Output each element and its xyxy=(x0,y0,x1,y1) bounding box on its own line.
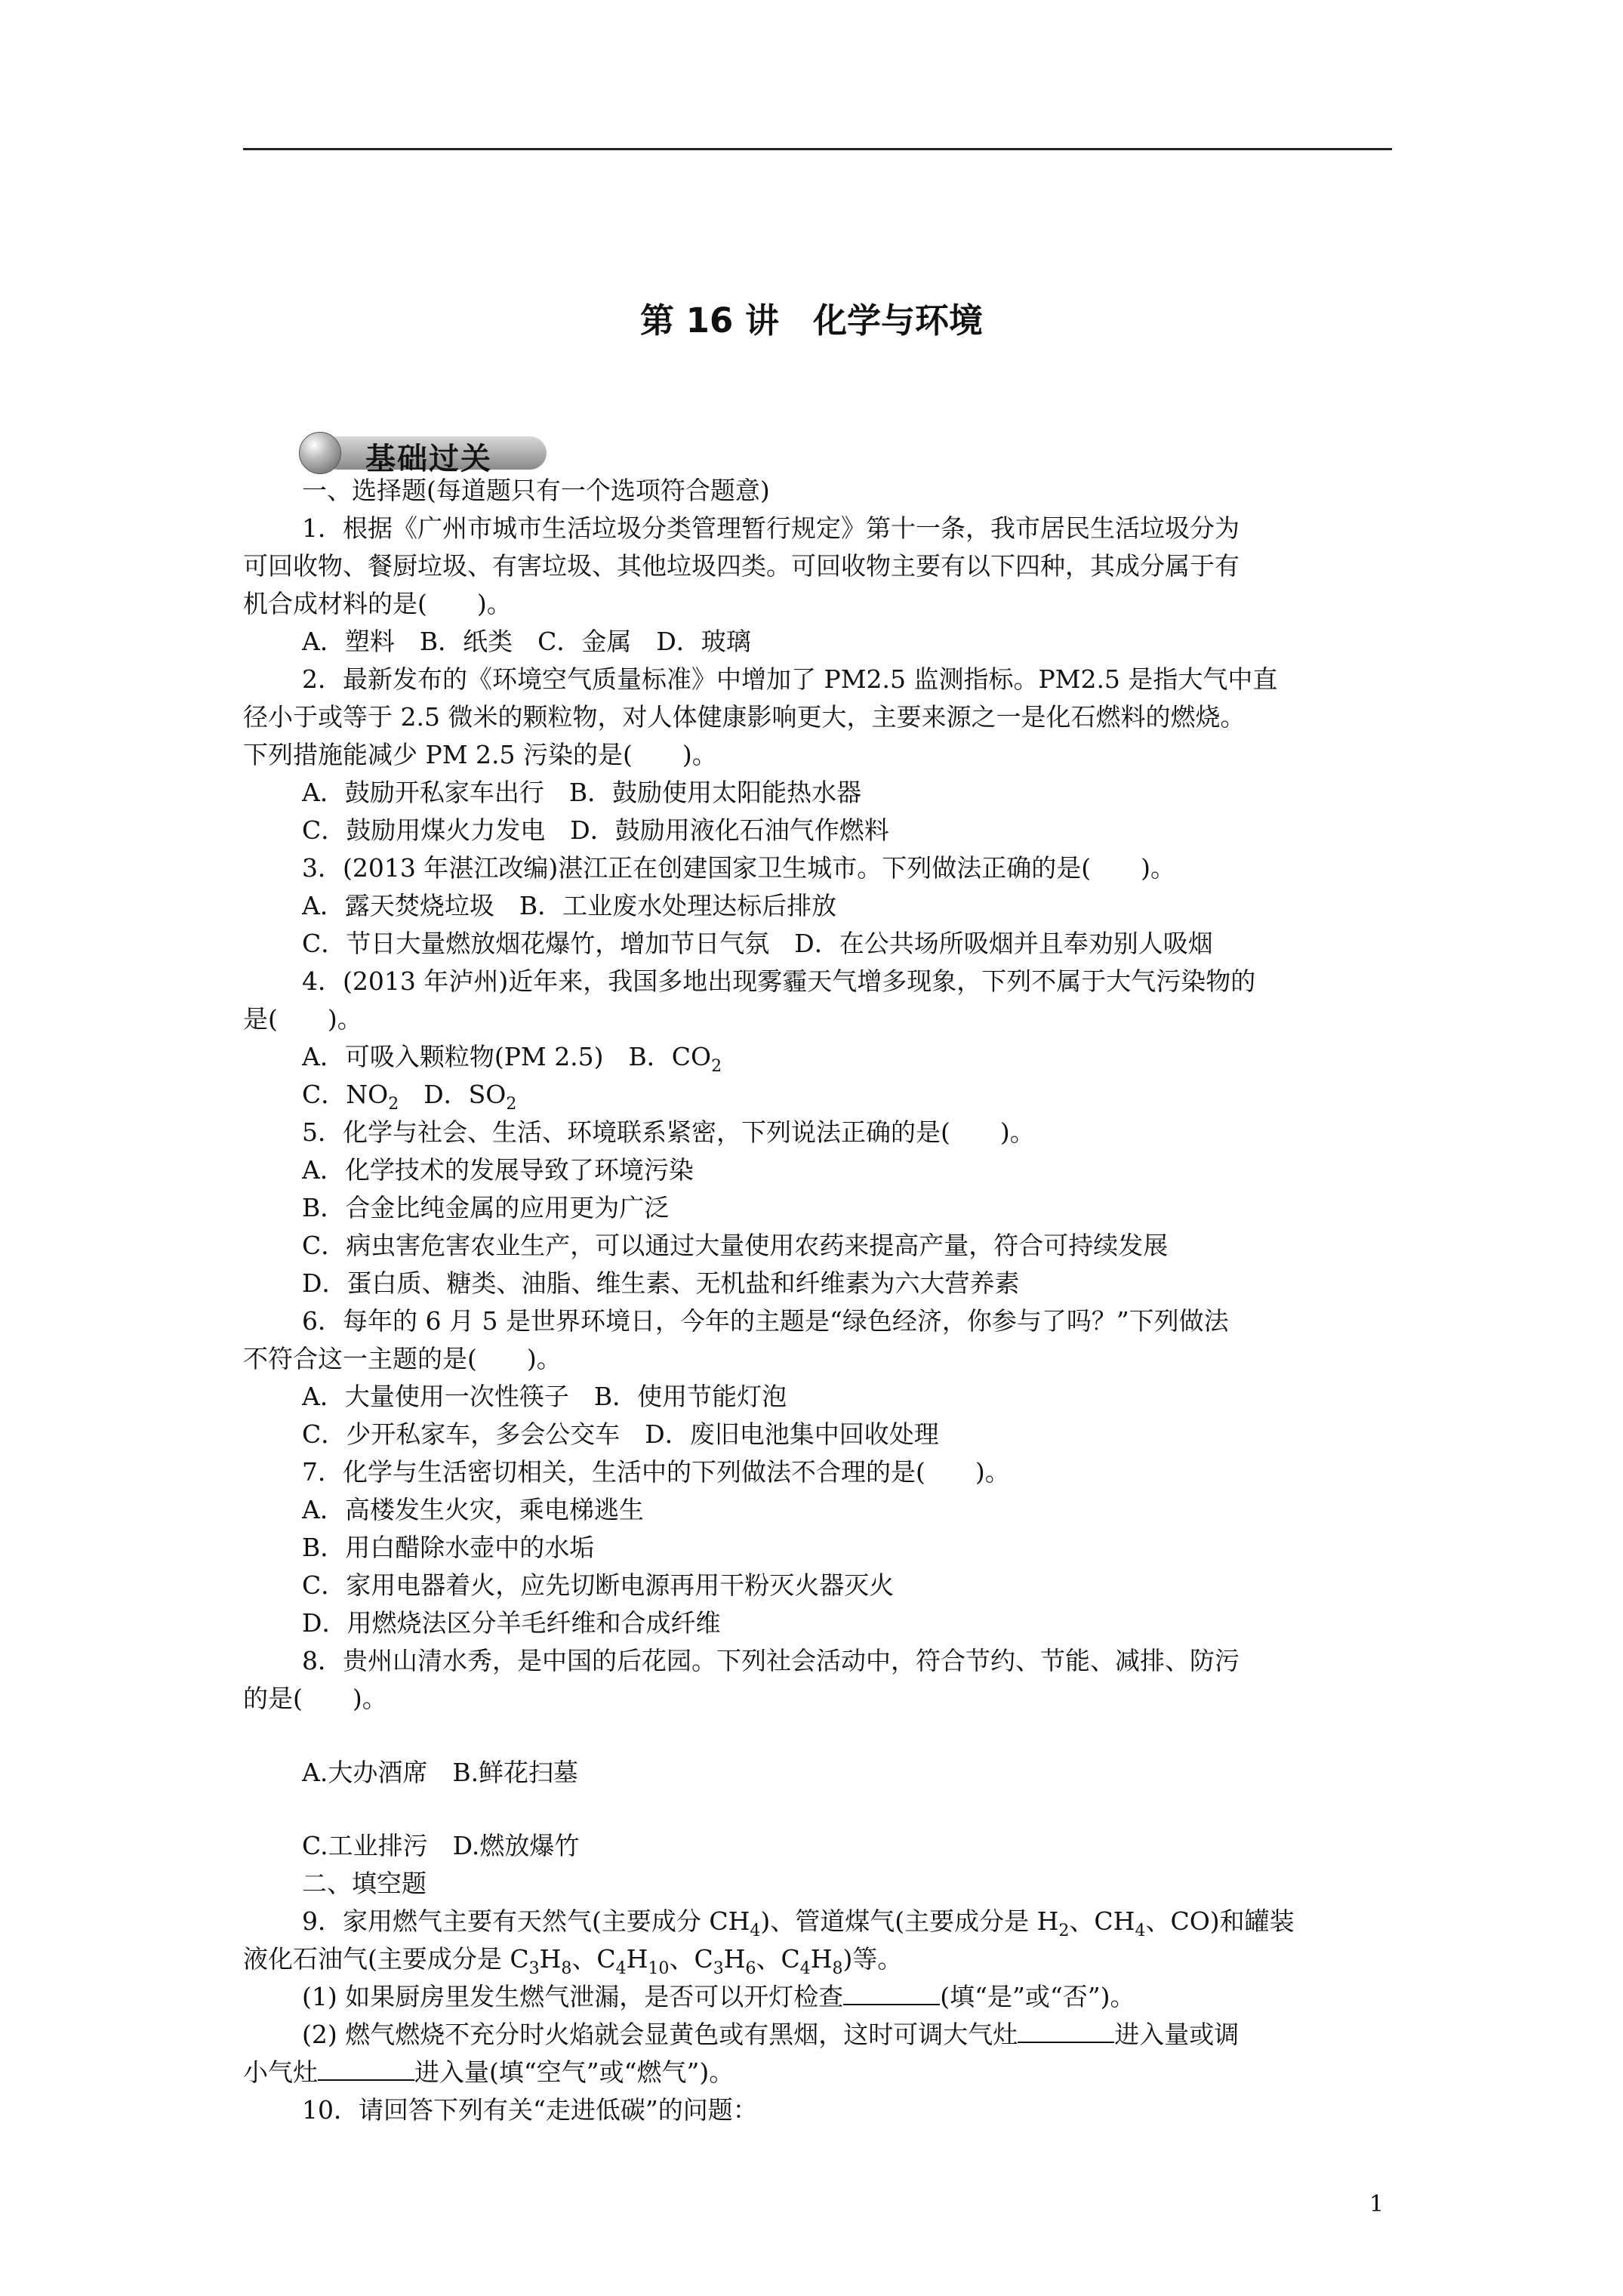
question-7-option-a: A．高楼发生火灾，乘电梯逃生 xyxy=(302,1495,644,1524)
question-2-line-3: 下列措施能减少 PM 2.5 污染的是( )。 xyxy=(243,740,717,769)
question-8-line-1: 8．贵州山清水秀，是中国的后花园。下列社会活动中，符合节约、节能、减排、防污 xyxy=(302,1646,1240,1675)
question-5-option-c: C．病虫害危害农业生产，可以通过大量使用农药来提高产量，符合可持续发展 xyxy=(302,1231,1169,1260)
question-5-line-1: 5．化学与社会、生活、环境联系紧密，下列说法正确的是( )。 xyxy=(302,1117,1035,1147)
question-6-line-1: 6．每年的 6 月 5 是世界环境日，今年的主题是“绿色经济，你参与了吗？”下列做法 xyxy=(302,1306,1229,1336)
section-heading-fill: 二、填空题 xyxy=(302,1869,427,1898)
question-10-line-1: 10．请回答下列有关“走进低碳”的问题： xyxy=(302,2095,758,2125)
question-8-options-ab: A.大办酒席 B.鲜花扫墓 xyxy=(302,1758,579,1787)
question-9-part-1: (1) 如果厨房里发生燃气泄漏，是否可以开灯检查 (填“是”或“否”)。 xyxy=(302,1982,1135,2011)
question-6-line-2: 不符合这一主题的是( )。 xyxy=(243,1344,562,1373)
header-rule xyxy=(243,148,1392,150)
question-8-options-cd: C.工业排污 D.燃放爆竹 xyxy=(302,1831,580,1860)
question-1-line-3: 机合成材料的是( )。 xyxy=(243,589,512,618)
question-1-line-2: 可回收物、餐厨垃圾、有害垃圾、其他垃圾四类。可回收物主要有以下四种，其成分属于有 xyxy=(243,551,1240,581)
page-number: 1 xyxy=(1369,2191,1384,2217)
question-4-options-ab: A．可吸入颗粒物(PM 2.5) B．$CO_2$ xyxy=(302,1042,722,1076)
question-3-options-ab: A．露天焚烧垃圾 B．工业废水处理达标后排放 xyxy=(302,891,837,920)
question-2-options-cd: C．鼓励用煤火力发电 D．鼓励用液化石油气作燃料 xyxy=(302,815,889,845)
question-4-options-cd: C．$NO_2$ D．$SO_2$ xyxy=(302,1080,517,1114)
question-5-option-b: B．合金比纯金属的应用更为广泛 xyxy=(302,1193,670,1222)
question-1-line-1: 1．根据《广州市城市生活垃圾分类管理暂行规定》第十一条，我市居民生活垃圾分为 xyxy=(302,513,1240,543)
question-2-line-1: 2．最新发布的《环境空气质量标准》中增加了 PM2.5 监测指标。PM2.5 是指大气中直 xyxy=(302,664,1278,694)
question-9-part-2-line-2: 小气灶 进入量(填“空气”或“燃气”)。 xyxy=(243,2057,735,2087)
question-9-line-2: 液化石油气(主要成分是 $C_3H_8$、$C_4H_{10}$、$C_3H_6$、$C_4H_8$)等。 xyxy=(243,1944,903,1978)
question-4-line-2: 是( )。 xyxy=(243,1004,362,1034)
question-6-options-ab: A．大量使用一次性筷子 B．使用节能灯泡 xyxy=(302,1382,787,1411)
question-8-line-2: 的是( )。 xyxy=(243,1684,387,1713)
section-heading-choice: 一、选择题(每道题只有一个选项符合题意) xyxy=(302,476,770,505)
section-badge xyxy=(299,432,548,476)
answer-blank[interactable] xyxy=(318,2058,414,2081)
answer-blank[interactable] xyxy=(1018,2020,1114,2043)
badge-label: 基础过关 xyxy=(365,442,492,476)
question-3-line-1: 3．(2013 年湛江改编)湛江正在创建国家卫生城市。下列做法正确的是( )。 xyxy=(302,853,1175,883)
answer-blank[interactable] xyxy=(843,1983,940,2005)
question-7-option-c: C．家用电器着火，应先切断电源再用干粉灭火器灭火 xyxy=(302,1570,895,1600)
question-7-option-b: B．用白醋除水壶中的水垢 xyxy=(302,1533,595,1562)
question-3-options-cd: C．节日大量燃放烟花爆竹，增加节日气氛 D．在公共场所吸烟并且奉劝别人吸烟 xyxy=(302,929,1213,958)
question-9-part-2-line-1: (2) 燃气燃烧不充分时火焰就会显黄色或有黑烟，这时可调大气灶 进入量或调 xyxy=(302,2020,1240,2049)
question-2-line-2: 径小于或等于 2.5 微米的颗粒物，对人体健康影响更大，主要来源之一是化石燃料的燃烧。 xyxy=(243,702,1246,732)
question-7-line-1: 7．化学与生活密切相关，生活中的下列做法不合理的是( )。 xyxy=(302,1457,1010,1487)
question-5-option-a: A．化学技术的发展导致了环境污染 xyxy=(302,1155,694,1185)
question-5-option-d: D．蛋白质、糖类、油脂、维生素、无机盐和纤维素为六大营养素 xyxy=(302,1268,1020,1298)
question-6-options-cd: C．少开私家车，多会公交车 D．废旧电池集中回收处理 xyxy=(302,1419,939,1449)
question-4-line-1: 4．(2013 年泸州)近年来，我国多地出现雾霾天气增多现象，下列不属于大气污染物的 xyxy=(302,966,1256,996)
question-7-option-d: D．用燃烧法区分羊毛纤维和合成纤维 xyxy=(302,1608,721,1638)
question-9-line-1: 9．家用燃气主要有天然气(主要成分 $CH_4$)、管道煤气(主要成分是 $H_2$、$CH_4$、CO)和罐装 xyxy=(302,1906,1295,1940)
badge-ball-icon xyxy=(299,432,341,474)
question-1-options: A．塑料 B．纸类 C．金属 D．玻璃 xyxy=(302,627,751,656)
question-2-options-ab: A．鼓励开私家车出行 B．鼓励使用太阳能热水器 xyxy=(302,778,862,807)
page-title: 第 16 讲 化学与环境 xyxy=(640,300,983,341)
